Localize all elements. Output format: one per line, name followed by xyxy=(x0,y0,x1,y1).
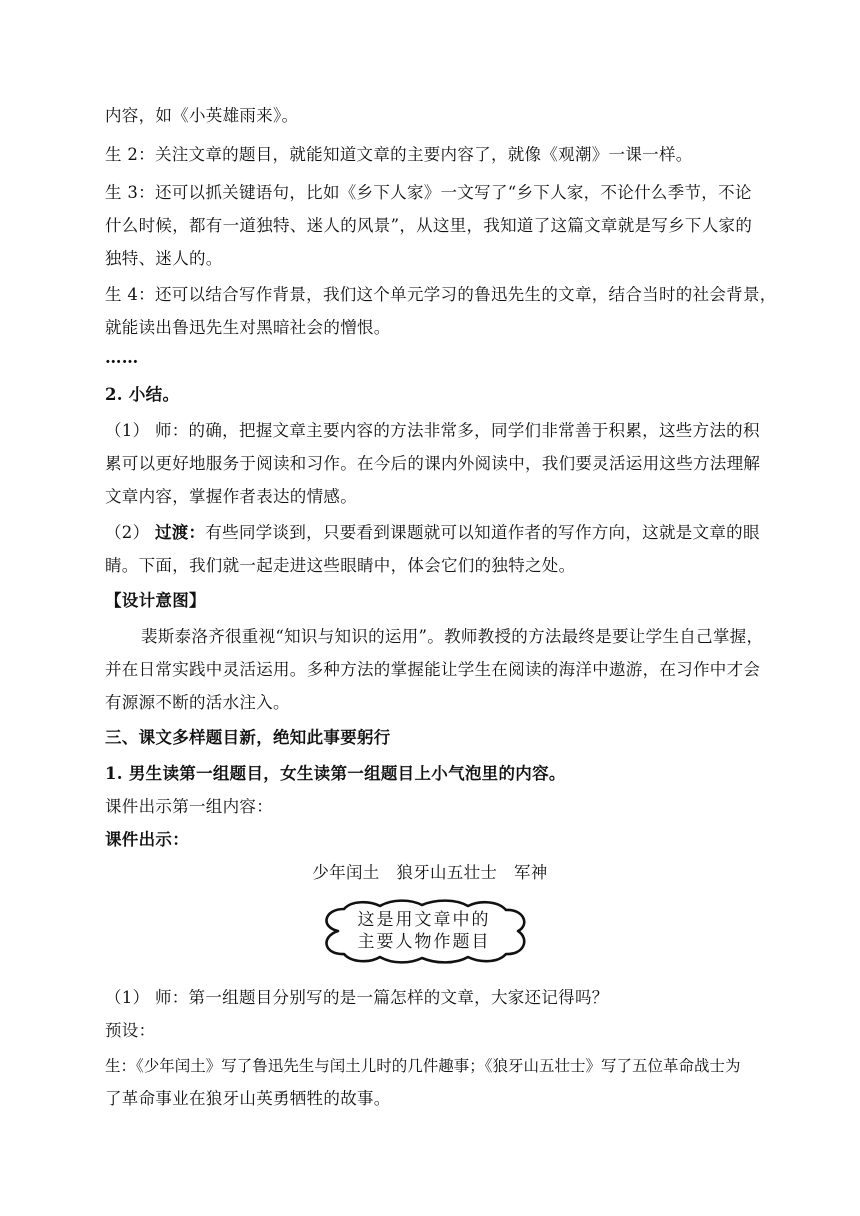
text-line: 了革命事业在狼牙山英勇牺牲的故事。 xyxy=(105,1089,391,1108)
text-line: 什么时候，都有一道独特、迷人的风景”，从这里，我知道了这篇文章就是写乡下人家的 xyxy=(105,216,753,235)
text-line: 就能读出鲁迅先生对黑暗社会的憎恨。 xyxy=(105,318,391,337)
bubble-line: 主要人物作题目 xyxy=(357,932,491,952)
text-line: 生 4：还可以结合写作背景，我们这个单元学习的鲁迅先生的文章，结合当时的社会背景， xyxy=(105,285,777,304)
bold-label: 过渡： xyxy=(154,523,206,542)
text-line: 累可以更好地服务于阅读和习作。在今后的课内外阅读中，我们要灵活运用这些方法理解 xyxy=(105,454,761,473)
text-line: 生：《少年闰土》写了鲁迅先生与闰土儿时的几件趣事；《狼牙山五壮士》写了五位革命战士为 xyxy=(105,1057,741,1075)
text-line: 睛。下面，我们就一起走进这些眼睛中，体会它们的独特之处。 xyxy=(105,556,576,575)
section-heading: 【设计意图】 xyxy=(105,591,206,610)
text-line: 文章内容，掌握作者表达的情感。 xyxy=(105,487,357,506)
text-line: 课件出示第一组内容： xyxy=(105,797,273,816)
section-heading: 三、课文多样题目新，绝知此事要躬行 xyxy=(105,728,391,747)
title-list: 少年闰土 狼牙山五壮士 军神 xyxy=(312,863,548,882)
text-line: 独特、迷人的。 xyxy=(105,249,223,268)
speech-bubble xyxy=(318,897,530,965)
text-line: （1） 师：的确，把握文章主要内容的方法非常多，同学们非常善于积累，这些方法的积 xyxy=(105,421,760,440)
text-prefix: （2） xyxy=(105,523,155,542)
text-line: 生 3：还可以抓关键语句，比如《乡下人家》一文写了“乡下人家，不论什么季节，不论 xyxy=(105,183,752,202)
text-line xyxy=(105,522,760,544)
section-heading: 2. 小结。 xyxy=(105,385,180,404)
text-line: （1） 师：第一组题目分别写的是一篇怎样的文章，大家还记得吗？ xyxy=(105,988,609,1007)
bubble-line: 这是用文章中的 xyxy=(357,910,491,930)
text-line: 有源源不断的活水注入。 xyxy=(105,693,290,712)
text-line: 生 2：关注文章的题目，就能知道文章的主要内容了，就像《观潮》一课一样。 xyxy=(105,145,693,164)
text-line: 课件出示： xyxy=(105,830,189,849)
text-rest: 有些同学谈到，只要看到课题就可以知道作者的写作方向，这就是文章的眼 xyxy=(205,523,760,542)
text-line: 裴斯泰洛齐很重视“知识与知识的运用”。教师教授的方法最终是要让学生自己掌握， xyxy=(141,627,764,646)
section-heading: 1. 男生读第一组题目，女生读第一组题目上小气泡里的内容。 xyxy=(105,764,566,783)
text-line: 预设： xyxy=(105,1021,156,1040)
bubble-text xyxy=(318,909,530,953)
text-line: 并在日常实践中灵活运用。多种方法的掌握能让学生在阅读的海洋中遨游，在习作中才会 xyxy=(105,660,761,679)
text-line: 内容，如《小英雄雨来》。 xyxy=(105,106,299,125)
ellipsis: …… xyxy=(105,348,139,367)
